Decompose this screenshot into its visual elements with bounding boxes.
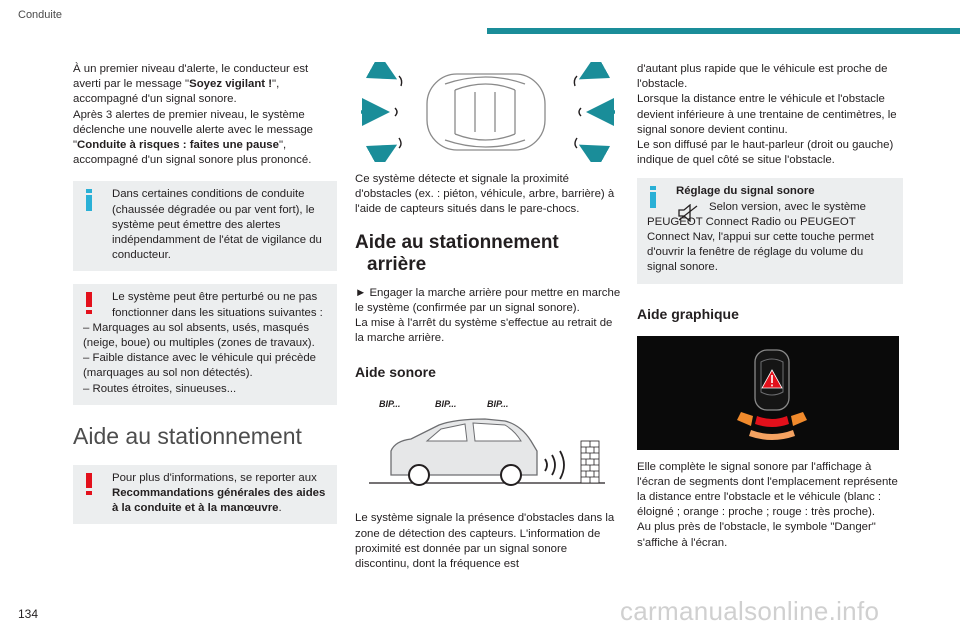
- warning-note-references-text: Pour plus d'informations, se reporter aux Recommandations générales des aides à la conduite et à la manœuvre.: [112, 471, 326, 515]
- note-title: Réglage du signal sonore: [676, 185, 815, 198]
- bip-label: BIP...: [487, 399, 509, 410]
- rear-paragraph-1: ► Engager la marche arrière pour mettre en marche le système (confirmée par un signal sonore).: [355, 286, 621, 314]
- sound-aid-paragraph: Le système signale la présence d'obstacles dans la zone de détection des capteurs. L'information de proximité est donnée par un signal sonore discontinu, dont la fréquence est: [355, 512, 615, 571]
- bip-label: BIP...: [435, 399, 457, 410]
- warning-note-item: – Routes étroites, sinueuses...: [83, 382, 237, 395]
- column-3: [637, 62, 903, 551]
- heading-rear-parking: Aide au stationnement arrière: [355, 231, 559, 275]
- heading-parking-aid: Aide au stationnement: [73, 422, 302, 449]
- warning-note-item: – Faible distance avec le véhicule qui précède (marquages au sol non détectés).: [83, 352, 317, 380]
- warning-note-references: [73, 465, 337, 525]
- paragraph-continuous-signal: Lorsque la distance entre le véhicule et l'obstacle devient inférieure à une trentaine de centimètres, le signal sonore devient continu.: [637, 93, 897, 136]
- heading-sound-aid: Aide sonore: [355, 364, 436, 381]
- page-number: 134: [18, 607, 39, 621]
- header-accent-bar: [487, 28, 960, 34]
- car-and-wall-illustration: [355, 411, 621, 495]
- sound-aid-figure: [355, 397, 621, 497]
- car-top-view-figure: [355, 62, 621, 162]
- note-body: [647, 200, 893, 276]
- info-note-sound-setting: [637, 178, 903, 283]
- info-icon: [85, 189, 93, 211]
- warning-note-lead: Le système peut être perturbé ou ne pas fonctionner dans les situations suivantes :: [112, 291, 323, 319]
- heading-graphic-aid: Aide graphique: [637, 305, 739, 322]
- watermark: carmanualsonline.info: [620, 596, 880, 626]
- paragraph-second-alert: Après 3 alertes de premier niveau, le système déclenche une nouvelle alerte avec le message "Conduite à risques : faites une pause", accompagné d'un signal sonore plus prononcé.: [73, 108, 313, 167]
- graphic-aid-paragraph-1: Elle complète le signal sonore par l'affichage à l'écran de segments dont l'emplacement représente la distance entre l'obstacle et le véhicule (blanc : éloigné ; orange : proche ; rouge : très proche).: [637, 460, 898, 519]
- warning-icon: [85, 473, 93, 495]
- continued-paragraph: d'autant plus rapide que le véhicule est proche de l'obstacle.: [637, 63, 888, 91]
- paragraph-speaker-side: Le son diffusé par le haut-parleur (droit ou gauche) indique de quel côté se situe l'obstacle.: [637, 139, 894, 167]
- intro-paragraph: Ce système détecte et signale la proximité d'obstacles (ex. : piéton, véhicule, arbre, barrière) à l'aide de capteurs situés dans le pare-chocs.: [355, 173, 615, 216]
- car-sensors-illustration: [355, 62, 621, 162]
- section-title: Conduite: [18, 9, 63, 21]
- warning-icon: [85, 292, 93, 314]
- note-text: Selon version, avec le système PEUGEOT Connect Radio ou PEUGEOT Connect Nav, l'appui sur cette touche permet d'ouvrir la fenêtre de réglage du volume du signal sonore.: [647, 200, 874, 274]
- parking-display-illustration: [637, 336, 899, 450]
- warning-note: [73, 284, 337, 404]
- graphic-aid-paragraph-2: Au plus près de l'obstacle, le symbole "Danger" s'affiche à l'écran.: [637, 521, 876, 549]
- info-note: [73, 181, 337, 271]
- info-note-text: Dans certaines conditions de conduite (chaussée dégradée ou par vent fort), le système peut émettre des alertes indépendamment de l'état de vigilance du conducteur.: [112, 188, 322, 262]
- bip-label: BIP...: [379, 399, 401, 410]
- paragraph-first-alert: À un premier niveau d'alerte, le conducteur est averti par le message "Soyez vigilant !", accompagné d'un signal sonore.: [73, 63, 309, 106]
- warning-note-item: – Marquages au sol absents, usés, masqués (neige, boue) ou multiples (zones de travaux).: [83, 321, 315, 350]
- column-1: [73, 62, 337, 524]
- column-2: [355, 62, 621, 572]
- rear-paragraph-2: La mise à l'arrêt du système s'effectue au retrait de la marche arrière.: [355, 317, 613, 345]
- graphic-aid-figure: [637, 336, 899, 450]
- volume-icon: [677, 204, 699, 222]
